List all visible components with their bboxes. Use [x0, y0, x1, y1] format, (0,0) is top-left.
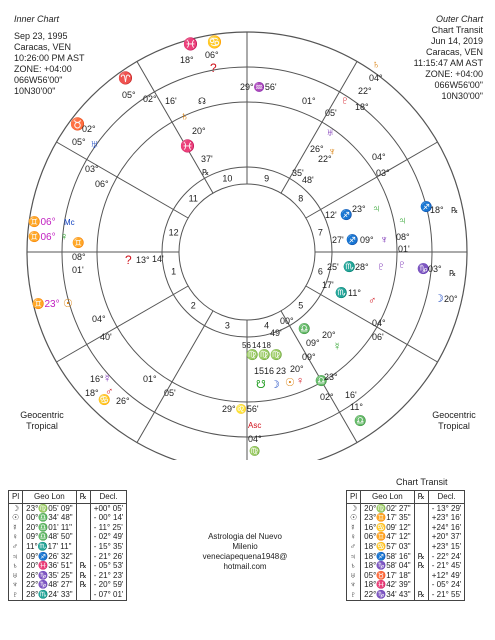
cell-r: [76, 542, 90, 552]
saturn-glyph-right: ♄: [372, 59, 381, 71]
deg-04-right: 04°: [372, 152, 386, 162]
cell-pl: ♆: [347, 580, 361, 590]
deg-06-top: 06°: [205, 50, 219, 60]
table-row: [347, 552, 465, 562]
deg-06-left: 06°: [95, 179, 109, 189]
cell-lon: 18°♑58' 04": [361, 561, 414, 571]
deg-18-left: 18°: [85, 388, 99, 398]
table-row: [9, 532, 127, 542]
inner-chart-latitude: 10N30'00": [14, 86, 56, 96]
mars-glyph-left: ♂: [105, 386, 114, 398]
retro-inner: ℞: [202, 168, 210, 177]
table-row: [347, 542, 465, 552]
cell-r: [76, 523, 90, 533]
transit-03: 03°: [428, 264, 442, 274]
transit-header-lon: Geo Lon: [361, 491, 414, 504]
cell-lon: 18°♋57' 03": [361, 542, 414, 552]
wheel-ring: [162, 167, 332, 337]
capricorn-outer: ♑: [417, 264, 430, 275]
uranus-glyph-left: ♅: [90, 137, 99, 151]
cell-pl: ♃: [9, 552, 23, 562]
transit-table-body: [347, 503, 465, 600]
jupiter-glyph-right: ♃: [372, 203, 381, 215]
deg-16-upper: 16': [165, 96, 177, 106]
deg-56-bottom: 56: [242, 341, 251, 350]
mc-label: 29°♒56': [240, 82, 277, 92]
deg-01b-right: 01': [398, 244, 410, 254]
house-number: 12: [168, 227, 179, 238]
cell-decl: - 00° 14': [90, 513, 127, 523]
cell-pl: ♆: [9, 580, 23, 590]
moon-glyph-bottom: ☽: [270, 379, 280, 391]
deg-20-bottom: 20°: [322, 330, 336, 340]
mars-glyph-right: ♂: [368, 295, 377, 307]
house-number: 5: [298, 300, 304, 311]
cell-pl: ☉: [9, 513, 23, 523]
cell-r: [76, 532, 90, 542]
house-number: 6: [317, 266, 323, 277]
transit-table-caption: Chart Transit: [396, 477, 448, 487]
aries-glyph: ♈: [118, 71, 133, 85]
cell-lon: 20°♎01' 11": [23, 523, 76, 533]
deg-15-bottom: 15: [254, 366, 265, 376]
cell-lon: 09°♐26' 32": [23, 552, 76, 562]
zodiac-left-line1: Geocentric: [20, 410, 64, 420]
cell-lon: 23°♍05' 09": [23, 503, 76, 513]
cell-lon: 28°♏24' 33": [23, 590, 76, 600]
cell-pl: ♃: [347, 552, 361, 562]
deg-17-right: 17': [322, 280, 334, 290]
cell-pl: ♂: [9, 542, 23, 552]
table-row: [9, 580, 127, 590]
cell-r: ℞: [76, 561, 90, 571]
cell-decl: - 05° 53': [90, 561, 127, 571]
uranus-glyph-right: ♅: [326, 127, 335, 139]
table-row: [347, 532, 465, 542]
cell-lon: 16°♋09' 12": [361, 523, 414, 533]
deg-35-right: 35': [292, 168, 304, 178]
sun-glyph-left: ☉: [63, 298, 73, 310]
cell-lon: 22°♑34' 43": [361, 590, 414, 600]
house-numbers: [169, 174, 323, 331]
cell-decl: +20° 37': [428, 532, 465, 542]
natal-table-body: [9, 503, 127, 600]
libra-glyph-1: ♎: [298, 324, 311, 335]
cell-pl: ♂: [347, 542, 361, 552]
table-row: [347, 580, 465, 590]
table-row: [9, 523, 127, 533]
deg-03-right: 03°: [376, 168, 390, 178]
cell-lon: 26°♑35' 25": [23, 571, 76, 581]
wheel-glyphs: [28, 35, 458, 456]
deg-09-bottom: 09°: [306, 338, 320, 348]
outer-chart-latitude: 10N30'00": [441, 91, 483, 101]
scorpio-11: ♏: [335, 288, 348, 299]
cell-lon: 18°♓42' 39": [361, 580, 414, 590]
transit-20: 20°: [444, 294, 458, 304]
deg-18-top: 18°: [180, 55, 194, 65]
transit-header-decl: Decl.: [428, 491, 465, 504]
inner-chart-longitude: 066W56'00": [14, 75, 63, 85]
venus-glyph-bottom: ♀: [296, 375, 305, 387]
cell-pl: ☽: [347, 503, 361, 513]
deg-40-left: 40': [100, 332, 112, 342]
cell-r: ℞: [414, 552, 428, 562]
cell-r: ℞: [76, 571, 90, 581]
cell-pl: ☉: [347, 513, 361, 523]
neptune-glyph-right: ♆: [328, 146, 337, 158]
question-glyph-mid: ?: [125, 253, 132, 267]
inner-planet-37: 37': [201, 154, 213, 164]
cell-lon: 20°♓36' 51": [23, 561, 76, 571]
gemini-venus-glyph: ♊06°: [28, 232, 56, 243]
inner-chart-time: 10:26:00 PM AST: [14, 53, 85, 63]
asc-sign: ♍: [249, 446, 261, 456]
cell-decl: +23° 15': [428, 542, 465, 552]
table-row: [9, 561, 127, 571]
deg-16-left: 16°: [90, 374, 104, 384]
outer-chart-title: Outer Chart: [435, 14, 483, 24]
cell-decl: +23° 16': [428, 513, 465, 523]
virgo-glyph-3: ♍: [270, 350, 283, 361]
deg-02-upper: 02°: [143, 94, 157, 104]
inner-planet-14: 14': [152, 254, 164, 264]
cell-pl: ♀: [9, 532, 23, 542]
cell-lon: 05°♉17' 18": [361, 571, 414, 581]
cell-r: ℞: [414, 561, 428, 571]
pluto-glyph-mid: ♇: [377, 261, 386, 273]
cell-decl: - 15° 35': [90, 542, 127, 552]
deg-08-left: 08°: [72, 252, 86, 262]
deg-05-upper-right: 05': [325, 108, 337, 118]
cell-decl: - 21° 55': [428, 590, 465, 600]
cell-lon: 18°♐58' 16": [361, 552, 414, 562]
wheel-ring: [179, 184, 315, 320]
house-number: 8: [298, 193, 304, 204]
pluto-glyph-outer: ♇: [398, 259, 407, 271]
watermark-line2: Milenio: [232, 542, 258, 551]
cell-pl: ☽: [9, 503, 23, 513]
ic-label: 29°♌56': [222, 404, 259, 414]
deg-11-right: 11°: [348, 288, 361, 298]
cell-r: [414, 513, 428, 523]
cell-r: [414, 523, 428, 533]
deg-28-right: 28°: [355, 262, 369, 272]
deg-49-bottom: 49': [270, 328, 282, 338]
deg-25-right: 25': [327, 262, 339, 272]
outer-chart-place: Caracas, VEN: [425, 47, 483, 57]
cell-decl: - 20° 59': [90, 580, 127, 590]
cell-decl: +00° 05': [90, 503, 127, 513]
cell-decl: +24° 16': [428, 523, 465, 533]
deg-26-left: 26°: [116, 396, 130, 406]
neptune-glyph-top: ♓: [183, 37, 198, 51]
deg-08-right: 08°: [396, 232, 410, 242]
house-number: 10: [222, 173, 233, 184]
table-row: [9, 552, 127, 562]
cell-lon: 20°♍02' 27": [361, 503, 414, 513]
outer-chart-date: Jun 14, 2019: [430, 36, 483, 46]
table-row: [9, 571, 127, 581]
asc-label: Asc: [248, 421, 262, 430]
zodiac-right-line1: Geocentric: [432, 410, 476, 420]
libra-glyph-3: ♎: [354, 416, 367, 427]
deg-01-upper-right: 01°: [302, 96, 316, 106]
cell-r: [414, 503, 428, 513]
deg-02-taurus: 02°: [82, 124, 96, 134]
deg-05-bl: 05': [164, 388, 176, 398]
saturn-glyph-inner: ♄: [180, 109, 189, 123]
cell-decl: - 11° 25': [90, 523, 127, 533]
house-number: 2: [190, 300, 196, 311]
deg-23b-bottom: 23: [276, 366, 287, 376]
cell-lon: 23°♊17' 35": [361, 513, 414, 523]
natal-header-decl: Decl.: [90, 491, 127, 504]
cell-lon: 06°♊47' 12": [361, 532, 414, 542]
pluto-glyph-right: ♇: [341, 95, 350, 107]
cell-decl: - 21° 23': [90, 571, 127, 581]
deg-18-bottom: 18: [262, 341, 271, 350]
house-number: 3: [224, 320, 230, 331]
sun-glyph-bottom: ☉: [285, 377, 295, 389]
cell-lon: 09°♎48' 50": [23, 532, 76, 542]
deg-11-bottom: 11°: [350, 402, 363, 412]
cell-decl: - 22° 24': [428, 552, 465, 562]
cell-r: [414, 532, 428, 542]
natal-header-pl: Pl: [9, 491, 23, 504]
virgo-glyph-2: ♍: [258, 350, 271, 361]
cell-decl: - 13° 29': [428, 503, 465, 513]
scorpio-28: ♏: [343, 262, 356, 273]
cell-lon: 11°♏17' 11": [23, 542, 76, 552]
table-row: [347, 571, 465, 581]
outer-chart-subtitle: Chart Transit: [431, 25, 483, 35]
deg-05-aries: 05°: [122, 90, 136, 100]
deg-26-right: 26°: [310, 144, 324, 154]
table-row: [9, 542, 127, 552]
cell-pl: ♅: [9, 571, 23, 581]
watermark: [190, 532, 300, 572]
natal-header-r: ℞: [76, 491, 90, 504]
jupiter-outer: ♃: [398, 215, 407, 227]
retro-transit-2: ℞: [449, 269, 457, 278]
question-glyph-top: ?: [210, 61, 217, 75]
outer-chart-longitude: 066W56'00": [434, 80, 483, 90]
inner-planet-13: 13°: [136, 255, 150, 265]
zodiac-right-line2: Tropical: [438, 421, 470, 431]
cell-pl: ♇: [347, 590, 361, 600]
deg-48-right: 48': [302, 175, 314, 185]
deg-27-right: 27': [332, 235, 344, 245]
cell-pl: ☿: [347, 523, 361, 533]
node-upper: ☊: [198, 96, 206, 106]
deg-06b-right: 06': [372, 332, 384, 342]
libra-glyph-2: ♎: [315, 376, 328, 387]
pisces-glyph-inner: ♓: [180, 139, 195, 153]
sagittarius-12: ♐: [340, 210, 353, 221]
deg-09-right: 09°: [360, 235, 374, 245]
table-row: [9, 590, 127, 600]
inner-chart-title: Inner Chart: [14, 14, 60, 24]
deg-09b-bottom: 09°: [302, 352, 316, 362]
deg-03-left: 03°: [85, 164, 99, 174]
cell-r: [76, 513, 90, 523]
natal-header-lon: Geo Lon: [23, 491, 76, 504]
table-row: [347, 561, 465, 571]
deg-16b-bottom: 16: [264, 366, 275, 376]
gemini-mc-glyph: ♊06°: [28, 217, 56, 228]
mercury-glyph-left: ☿: [103, 373, 112, 385]
cell-r: [76, 590, 90, 600]
deg-23-right: 23°: [352, 204, 366, 214]
cell-pl: ♀: [347, 532, 361, 542]
cancer-glyph-top: ♋: [207, 35, 222, 49]
neptune-glyph-mid: ♆: [380, 234, 389, 246]
house-number: 1: [171, 266, 177, 277]
deg-23-bottom: 23°: [324, 372, 338, 382]
table-row: [347, 523, 465, 533]
deg-16-bottom: 16': [345, 390, 357, 400]
cell-decl: +12° 49': [428, 571, 465, 581]
cell-decl: - 21° 26': [90, 552, 127, 562]
deg-20b-bottom: 20°: [290, 364, 304, 374]
inner-chart-zone: ZONE: +04:00: [14, 64, 72, 74]
cell-pl: ♄: [347, 561, 361, 571]
watermark-line3: veneciapequena1948@: [202, 552, 288, 561]
taurus-glyph: ♉: [70, 117, 85, 131]
cell-pl: ♄: [9, 561, 23, 571]
cell-r: [76, 552, 90, 562]
transit-header-r: ℞: [414, 491, 428, 504]
house-number: 4: [264, 320, 270, 331]
deg-18-upper-right: 18°: [355, 102, 369, 112]
cell-decl: - 05° 24': [428, 580, 465, 590]
natal-planet-table: [8, 490, 127, 601]
gemini-sun-glyph: ♊23°: [32, 299, 60, 310]
deg-12-right: 12': [325, 210, 337, 220]
deg-01-bl: 01°: [143, 374, 157, 384]
deg-22-right: 22°: [318, 154, 332, 164]
inner-chart-place: Caracas, VEN: [14, 42, 72, 52]
deg-00-bottom: 00°: [280, 316, 294, 326]
deg-14-bottom: 14: [252, 341, 261, 350]
gemini-glyph-left: ♊: [72, 238, 85, 249]
retro-transit-1: ℞: [451, 206, 459, 215]
sagittarius-27: ♐: [346, 235, 359, 246]
transit-planet-table: [346, 490, 465, 601]
cell-pl: ♅: [347, 571, 361, 581]
deg-02-bottom: 02°: [320, 392, 334, 402]
cancer-glyph-left: ♋: [98, 395, 111, 406]
cell-lon: 00°♎34' 48": [23, 513, 76, 523]
cell-r: ℞: [76, 580, 90, 590]
moon-glyph-outer: ☽: [434, 293, 444, 305]
cell-decl: - 21° 45': [428, 561, 465, 571]
deg-04b-right: 04°: [372, 318, 386, 328]
venus-glyph-left: ♀: [60, 231, 69, 243]
cell-r: [76, 503, 90, 513]
table-row: [347, 590, 465, 600]
cell-r: [414, 580, 428, 590]
cell-r: [414, 542, 428, 552]
deg-05-left: 05°: [72, 137, 86, 147]
outer-chart-zone: ZONE: +04:00: [425, 69, 483, 79]
virgo-glyph-1: ♍: [246, 350, 259, 361]
transit-18: 18°: [430, 205, 444, 215]
zodiac-left-line2: Tropical: [26, 421, 58, 431]
table-row: [9, 503, 127, 513]
table-row: [9, 513, 127, 523]
asc-degree: 04°: [248, 434, 262, 444]
deg-04-upper-right: 04°: [369, 73, 383, 83]
cell-decl: - 07° 01': [90, 590, 127, 600]
mercury-glyph-bottom: ☿: [333, 341, 342, 353]
house-number: 7: [317, 227, 323, 238]
sagittarius-outer: ♐: [420, 202, 433, 213]
table-row: [347, 503, 465, 513]
watermark-line4: hotmail.com: [223, 562, 267, 571]
house-number: 9: [264, 173, 270, 184]
inner-planet-20: 20°: [192, 126, 206, 136]
deg-22-upper-right: 22°: [358, 86, 372, 96]
cell-pl: ☿: [9, 523, 23, 533]
outer-chart-time: 11:15:47 AM AST: [413, 58, 483, 68]
mc-glyph-left: Mc: [64, 218, 75, 227]
inner-chart-date: Sep 23, 1995: [14, 31, 68, 41]
cell-decl: - 02° 49': [90, 532, 127, 542]
cell-lon: 22°♑48' 27": [23, 580, 76, 590]
cell-r: [414, 571, 428, 581]
house-number: 11: [188, 193, 198, 204]
cell-pl: ♇: [9, 590, 23, 600]
node-glyph-bottom: ☋: [256, 379, 266, 391]
deg-01-left: 01': [72, 265, 84, 275]
watermark-line1: Astrologia del Nuevo: [208, 532, 282, 541]
deg-04-left: 04°: [92, 314, 106, 324]
table-row: [347, 513, 465, 523]
transit-header-pl: Pl: [347, 491, 361, 504]
cell-r: ℞: [414, 590, 428, 600]
